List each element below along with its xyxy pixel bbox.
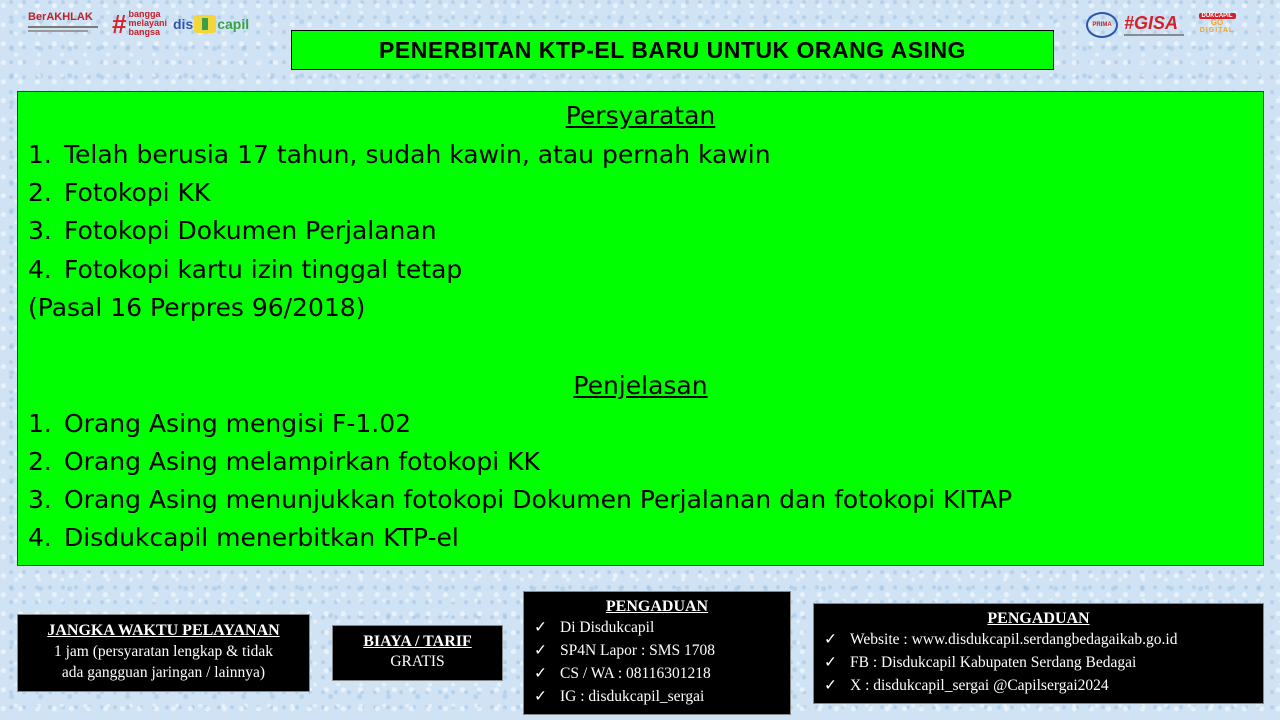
check-icon: ✓: [824, 654, 837, 671]
requirement-item: 1. Telah berusia 17 tahun, sudah kawin, atau pernah kawin: [28, 140, 771, 169]
gisa-logo: #GISA: [1124, 14, 1184, 36]
complaint-heading: PENGADUAN: [605, 598, 709, 615]
disdukcapil-logo: dis capil: [173, 15, 250, 32]
requirement-item: 2. Fotokopi KK: [28, 178, 211, 207]
service-time-line: ada gangguan jaringan / lainnya): [61, 664, 266, 681]
page-title: PENERBITAN KTP-EL BARU UNTUK ORANG ASING: [291, 30, 1054, 70]
dukcapil-go-digital-logo: DUKCAPIL GO DIGITAL: [1199, 13, 1235, 34]
check-icon: ✓: [534, 642, 547, 659]
bangga-melayani-bangsa-logo: # bangga melayani bangsa: [112, 8, 167, 39]
content-panel: [17, 91, 1264, 566]
service-time-box: [17, 614, 310, 692]
berakhlak-logo: BerAKHLAK: [28, 11, 106, 37]
logo-group-right: [1086, 12, 1244, 38]
check-icon: ✓: [534, 665, 547, 682]
complaint-heading: PENGADUAN: [987, 610, 1090, 627]
fee-value: GRATIS: [390, 653, 445, 670]
complaint-box-online: [813, 603, 1264, 704]
complaint-item: ✓ X : disdukcapil_sergai @Capilsergai2024: [824, 677, 1109, 694]
check-icon: ✓: [534, 619, 547, 636]
requirement-item: 3. Fotokopi Dokumen Perjalanan: [28, 216, 437, 245]
requirement-item: 4. Fotokopi kartu izin tinggal tetap: [28, 255, 463, 284]
explanation-item: 1. Orang Asing mengisi F-1.02: [28, 409, 412, 438]
regulation-note: (Pasal 16 Perpres 96/2018): [28, 293, 366, 322]
logo-group-left: [28, 10, 249, 37]
check-icon: ✓: [824, 631, 837, 648]
explanation-item: 3. Orang Asing menunjukkan fotokopi Dokumen Perjalanan dan fotokopi KITAP: [28, 485, 1013, 514]
check-icon: ✓: [534, 688, 547, 705]
explanation-item: 2. Orang Asing melampirkan fotokopi KK: [28, 447, 540, 476]
complaint-item: ✓ IG : disdukcapil_sergai: [534, 688, 705, 705]
fee-heading: BIAYA / TARIF: [363, 633, 472, 650]
complaint-item: ✓ Di Disdukcapil: [534, 619, 655, 636]
service-time-line: 1 jam (persyaratan lengkap & tidak: [53, 643, 274, 660]
fee-box: [332, 625, 503, 681]
dukcapil-prima-logo: PRIMA: [1086, 12, 1118, 38]
complaint-item: ✓ Website : www.disdukcapil.serdangbedagaikab.go.id: [824, 631, 1178, 648]
complaint-item: ✓ FB : Disdukcapil Kabupaten Serdang Bedagai: [824, 654, 1137, 671]
complaint-item: ✓ SP4N Lapor : SMS 1708: [534, 642, 716, 659]
explanation-item: 4. Disdukcapil menerbitkan KTP-el: [28, 523, 459, 552]
check-icon: ✓: [824, 677, 837, 694]
requirements-heading: Persyaratan: [565, 101, 716, 130]
service-time-heading: JANGKA WAKTU PELAYANAN: [47, 622, 280, 639]
complaint-box-local: [523, 591, 791, 715]
explanation-heading: Penjelasan: [573, 371, 708, 400]
complaint-item: ✓ CS / WA : 08116301218: [534, 665, 711, 682]
